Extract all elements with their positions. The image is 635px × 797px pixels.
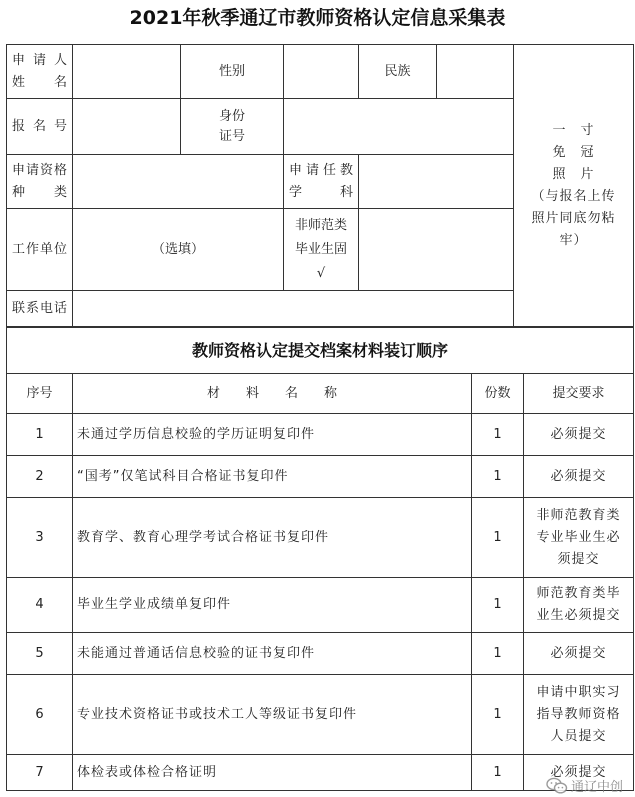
row-requirement: 必须提交 [524, 633, 634, 675]
page-title: 2021年秋季通辽市教师资格认定信息采集表 [129, 7, 506, 29]
subject-label: 申请任教 学 科 [284, 155, 359, 209]
id-number-label: 身份 证号 [181, 99, 284, 155]
row-no: 2 [7, 456, 73, 498]
id-number-field[interactable] [284, 99, 514, 155]
header-no: 序号 [7, 374, 73, 414]
row-copies: 1 [472, 498, 524, 578]
row-requirement: 师范教育类毕 业生必须提交 [524, 578, 634, 633]
table-row [7, 578, 634, 633]
row-material-name: 教育学、教育心理学考试合格证书复印件 [73, 498, 472, 578]
header-name: 材 料 名 称 [73, 374, 472, 414]
row-requirement: 必须提交 [524, 755, 634, 791]
row-material-name: 毕业生学业成绩单复印件 [73, 578, 472, 633]
ethnicity-label: 民族 [359, 45, 437, 99]
employer-optional-note: （选填） [151, 241, 204, 257]
section-heading: 教师资格认定提交档案材料装订顺序 [7, 328, 634, 374]
wechat-icon [546, 777, 568, 795]
row-no: 1 [7, 414, 73, 456]
row-material-name: “国考”仅笔试科目合格证书复印件 [73, 456, 472, 498]
header-requirement: 提交要求 [524, 374, 634, 414]
table-row [7, 414, 634, 456]
row-copies: 1 [472, 414, 524, 456]
row-material-name: 未能通过普通话信息校验的证书复印件 [73, 633, 472, 675]
table-row [7, 456, 634, 498]
header-copies: 份数 [472, 374, 524, 414]
row-requirement: 必须提交 [524, 414, 634, 456]
watermark-text: 通辽中创 [570, 780, 623, 795]
row-copies: 1 [472, 755, 524, 791]
row-copies: 1 [472, 578, 524, 633]
row-requirement: 必须提交 [524, 456, 634, 498]
info-form-table [6, 44, 634, 327]
gender-field[interactable] [284, 45, 359, 99]
non-normal-grad-label: 非师范类 毕业生固 √ [284, 209, 359, 291]
row-no: 5 [7, 633, 73, 675]
row-material-name: 体检表或体检合格证明 [73, 755, 472, 791]
row-requirement: 申请中职实习 指导教师资格 人员提交 [524, 675, 634, 755]
table-row [7, 675, 634, 755]
row-copies: 1 [472, 675, 524, 755]
registration-no-field[interactable] [73, 99, 181, 155]
applicant-name-field[interactable] [73, 45, 181, 99]
materials-table [6, 327, 634, 791]
row-no: 3 [7, 498, 73, 578]
registration-no-label: 报名号 [7, 99, 73, 155]
non-normal-grad-field[interactable] [359, 209, 514, 291]
phone-field[interactable] [73, 291, 514, 327]
employer-label: 工作单位 [7, 209, 73, 291]
row-material-name: 专业技术资格证书或技术工人等级证书复印件 [73, 675, 472, 755]
row-material-name: 未通过学历信息校验的学历证明复印件 [73, 414, 472, 456]
watermark [546, 776, 623, 795]
cert-type-field[interactable] [73, 155, 284, 209]
phone-label: 联系电话 [7, 291, 73, 327]
row-copies: 1 [472, 633, 524, 675]
table-row [7, 755, 634, 791]
employer-field[interactable] [73, 209, 284, 291]
ethnicity-field[interactable] [437, 45, 514, 99]
subject-field[interactable] [359, 155, 514, 209]
row-copies: 1 [472, 456, 524, 498]
row-requirement: 非师范教育类 专业毕业生必 须提交 [524, 498, 634, 578]
gender-label: 性别 [181, 45, 284, 99]
checkmark: √ [316, 265, 326, 281]
table-row [7, 633, 634, 675]
row-no: 6 [7, 675, 73, 755]
cert-type-label: 申请资格 种 类 [7, 155, 73, 209]
row-no: 7 [7, 755, 73, 791]
photo-box[interactable]: 一 寸 免 冠 照 片 （与报名上传 照片同底勿粘 牢） [514, 45, 634, 327]
table-row [7, 498, 634, 578]
row-no: 4 [7, 578, 73, 633]
applicant-name-label: 申请人 姓 名 [7, 45, 73, 99]
